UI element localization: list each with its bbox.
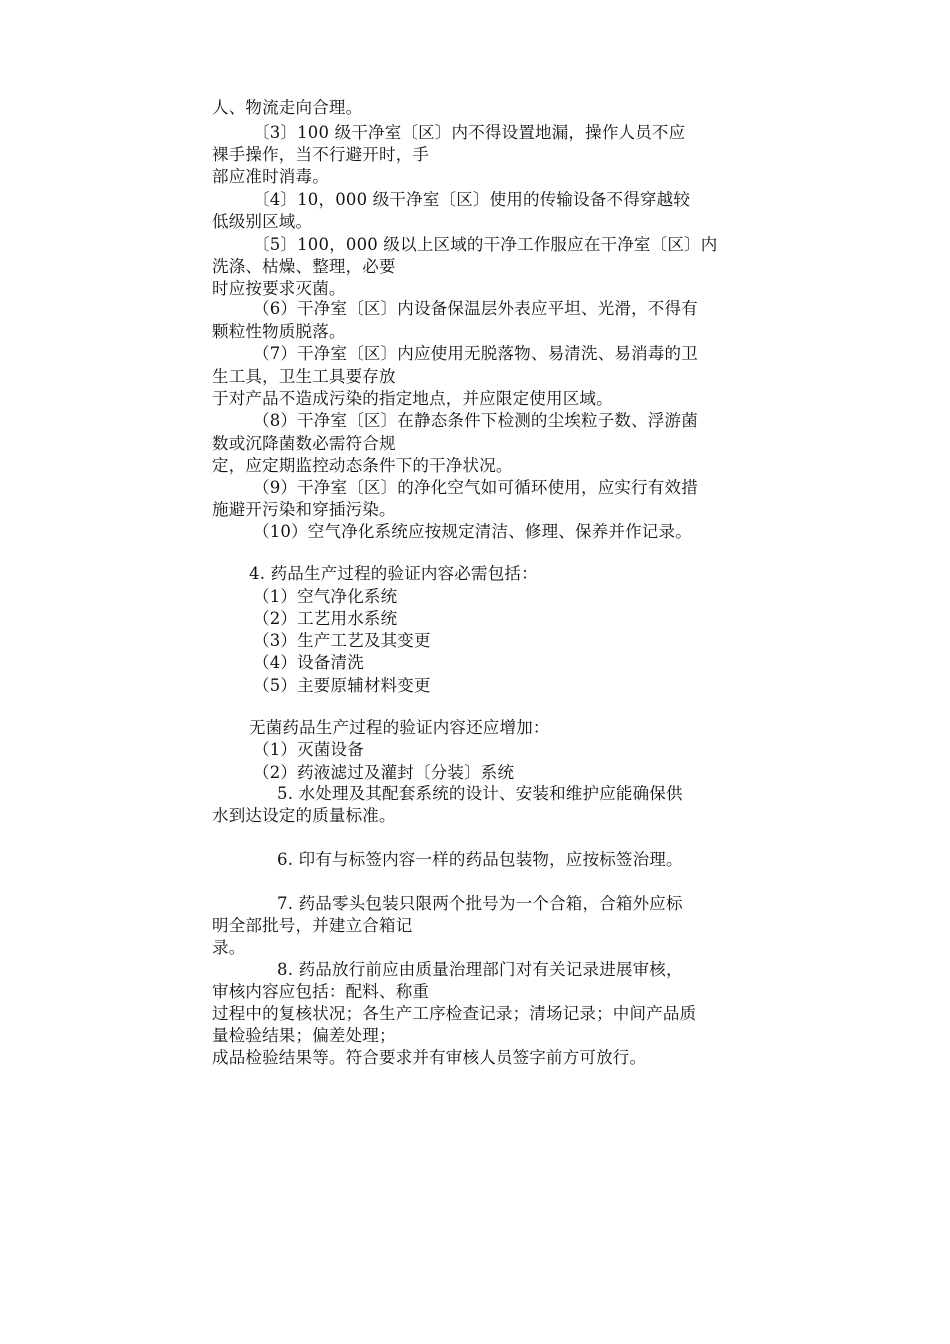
text-line: 成品检验结果等。符合要求并有审核人员签字前方可放行。 bbox=[212, 1048, 647, 1067]
text-line: （3）生产工艺及其变更 bbox=[253, 631, 431, 650]
text-line: （2）工艺用水系统 bbox=[253, 609, 398, 628]
text-line: 颗粒性物质脱落。 bbox=[212, 322, 346, 341]
text-line: 8. 药品放行前应由质量治理部门对有关记录进展审核， bbox=[277, 960, 683, 979]
text-line: 过程中的复核状况；各生产工序检查记录；清场记录；中间产品质 bbox=[212, 1004, 697, 1023]
text-line: （10）空气净化系统应按规定清洁、修理、保养并作记录。 bbox=[253, 522, 692, 541]
text-line: 数或沉降菌数必需符合规 bbox=[212, 434, 396, 453]
text-line: 洗涤、枯燥、整理，必要 bbox=[212, 257, 396, 276]
text-line: 7. 药品零头包装只限两个批号为一个合箱，合箱外应标 bbox=[277, 894, 683, 913]
text-line: 6. 印有与标签内容一样的药品包装物，应按标签治理。 bbox=[277, 850, 683, 869]
text-line: 明全部批号，并建立合箱记 bbox=[212, 916, 413, 935]
text-line: （4）设备清洗 bbox=[253, 653, 364, 672]
text-line: 审核内容应包括：配料、称重 bbox=[212, 982, 430, 1001]
text-line: 部应准时消毒。 bbox=[212, 167, 329, 186]
text-line: 4. 药品生产过程的验证内容必需包括： bbox=[249, 564, 538, 583]
text-line: 时应按要求灭菌。 bbox=[212, 279, 346, 298]
text-line: （7）干净室〔区〕内应使用无脱落物、易清洗、易消毒的卫 bbox=[253, 344, 698, 363]
text-line: 5. 水处理及其配套系统的设计、安装和维护应能确保供 bbox=[277, 784, 683, 803]
text-line: 裸手操作，当不行避开时，手 bbox=[212, 145, 430, 164]
text-line: 于对产品不造成污染的指定地点，并应限定使用区域。 bbox=[212, 389, 613, 408]
text-line: （2）药液滤过及灌封〔分装〕系统 bbox=[253, 763, 515, 782]
text-line: 水到达设定的质量标准。 bbox=[212, 806, 396, 825]
text-line: 无菌药品生产过程的验证内容还应增加： bbox=[249, 718, 550, 737]
text-line: （9）干净室〔区〕的净化空气如可循环使用，应实行有效措 bbox=[253, 478, 698, 497]
text-line: 量检验结果；偏差处理； bbox=[212, 1026, 396, 1045]
text-line: （6）干净室〔区〕内设备保温层外表应平坦、光滑，不得有 bbox=[253, 299, 698, 318]
text-line: 定，应定期监控动态条件下的干净状况。 bbox=[212, 456, 513, 475]
text-line: 〔3〕100 级干净室〔区〕内不得设置地漏，操作人员不应 bbox=[253, 123, 686, 142]
text-line: 低级别区域。 bbox=[212, 212, 313, 231]
text-line: （5）主要原辅材料变更 bbox=[253, 676, 431, 695]
text-line: 〔4〕10，000 级干净室〔区〕使用的传输设备不得穿越较 bbox=[253, 190, 691, 209]
text-line: 录。 bbox=[212, 938, 246, 957]
text-line: （1）灭菌设备 bbox=[253, 740, 364, 759]
text-line: 〔5〕100，000 级以上区域的干净工作服应在干净室〔区〕内 bbox=[253, 235, 718, 254]
text-line: （8）干净室〔区〕在静态条件下检测的尘埃粒子数、浮游菌 bbox=[253, 411, 698, 430]
text-line: （1）空气净化系统 bbox=[253, 587, 398, 606]
text-line: 施避开污染和穿插污染。 bbox=[212, 500, 396, 519]
text-line: 人、物流走向合理。 bbox=[212, 98, 363, 117]
text-line: 生工具，卫生工具要存放 bbox=[212, 367, 396, 386]
